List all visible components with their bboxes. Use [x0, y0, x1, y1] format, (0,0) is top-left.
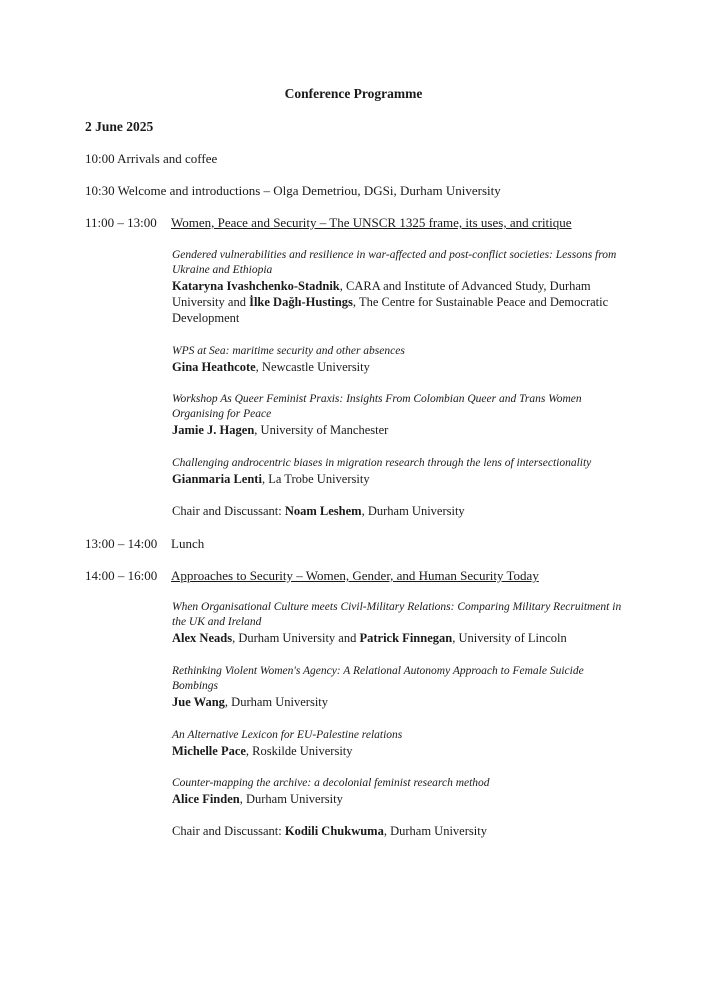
speaker-name: Patrick Finnegan: [359, 631, 453, 645]
agenda-time: 10:00: [85, 151, 115, 166]
agenda-time: 13:00 – 14:00: [85, 536, 158, 551]
speaker-affiliation: , Roskilde University: [245, 744, 353, 758]
talk-speakers: [172, 791, 632, 807]
speaker-name: Alex Neads: [172, 631, 233, 645]
speaker-name: İlke Dağlı-Hustings: [249, 295, 353, 309]
session-title: Women, Peace and Security – The UNSCR 1325 frame, its uses, and critique: [171, 215, 572, 230]
talk-title: Challenging androcentric biases in migration research through the lens of intersectionality: [172, 457, 592, 469]
speaker-affiliation: , University of Manchester: [254, 423, 389, 437]
speaker-affiliation: , La Trobe University: [261, 472, 370, 486]
chair-name: Noam Leshem: [284, 504, 362, 518]
talk-item: [172, 344, 632, 375]
speaker-name: Gina Heathcote: [172, 360, 256, 374]
session-time: 14:00 – 16:00: [85, 568, 158, 583]
speaker-name: Alice Finden: [172, 792, 240, 806]
talk-speakers: [172, 359, 632, 375]
agenda-item-arrivals: [85, 151, 217, 167]
talk-title: An Alternative Lexicon for EU-Palestine relations: [172, 729, 403, 741]
speaker-affiliation: , Newcastle University: [255, 360, 370, 374]
talk-title: Gendered vulnerabilities and resilience in war-affected and post-conflict societies: Lessons from Ukraine and Ethiopia: [172, 249, 617, 276]
talk-speakers: [172, 630, 632, 646]
talk-speakers: [172, 278, 632, 326]
agenda-label: Welcome and introductions – Olga Demetriou, DGSi, Durham University: [117, 183, 501, 198]
session-time: 11:00 – 13:00: [85, 215, 157, 230]
talk-item: [172, 728, 632, 759]
agenda-item-lunch: [85, 536, 204, 552]
page-title: Conference Programme: [284, 86, 423, 101]
chair-label: Chair and Discussant:: [172, 824, 285, 838]
speaker-name: Kataryna Ivashchenko-Stadnik: [172, 279, 340, 293]
talk-title: When Organisational Culture meets Civil-Military Relations: Comparing Military Recruitment in the UK and Ireland: [172, 601, 622, 628]
talk-title: Rethinking Violent Women's Agency: A Relational Autonomy Approach to Female Suicide Bombings: [172, 665, 584, 692]
session-chair: [172, 824, 487, 839]
speaker-affiliation: , Durham University and: [232, 631, 360, 645]
chair-label: Chair and Discussant:: [172, 504, 285, 518]
agenda-label: Arrivals and coffee: [117, 151, 218, 166]
talk-title: WPS at Sea: maritime security and other absences: [172, 345, 405, 357]
speaker-affiliation: , Durham University: [239, 792, 343, 806]
speaker-affiliation: , CARA and Institute of Advanced Study, Durham University and: [172, 279, 591, 309]
speaker-affiliation: , University of Lincoln: [452, 631, 567, 645]
talk-speakers: [172, 694, 632, 710]
talk-item: [172, 776, 632, 807]
talk-speakers: [172, 743, 632, 759]
agenda-item-welcome: [85, 183, 501, 199]
speaker-affiliation: , Durham University: [224, 695, 329, 709]
speaker-name: Jamie J. Hagen: [172, 423, 255, 437]
speaker-name: Jue Wang: [172, 695, 225, 709]
speaker-name: Gianmaria Lenti: [172, 472, 262, 486]
talk-item: [172, 248, 632, 326]
session-title: Approaches to Security – Women, Gender, and Human Security Today: [171, 568, 539, 583]
talk-speakers: [172, 471, 632, 487]
talk-item: [172, 600, 632, 646]
agenda-time: 10:30: [85, 183, 115, 198]
session-chair: [172, 504, 465, 519]
speaker-affiliation: , The Centre for Sustainable Peace and Democratic Development: [172, 295, 609, 325]
session-header-1: [85, 215, 572, 231]
talk-title: Counter-mapping the archive: a decolonial feminist research method: [172, 777, 490, 789]
talk-item: [172, 392, 632, 438]
chair-affiliation: , Durham University: [361, 504, 465, 518]
programme-date: 2 June 2025: [85, 119, 154, 134]
chair-name: Kodili Chukwuma: [284, 824, 384, 838]
talk-item: [172, 456, 632, 487]
session-header-2: [85, 568, 539, 584]
chair-affiliation: , Durham University: [383, 824, 487, 838]
talk-item: [172, 664, 632, 710]
talk-title: Workshop As Queer Feminist Praxis: Insights From Colombian Queer and Trans Women Organising for Peace: [172, 393, 582, 420]
speaker-name: Michelle Pace: [172, 744, 246, 758]
agenda-label: Lunch: [171, 536, 205, 551]
talk-speakers: [172, 422, 632, 438]
